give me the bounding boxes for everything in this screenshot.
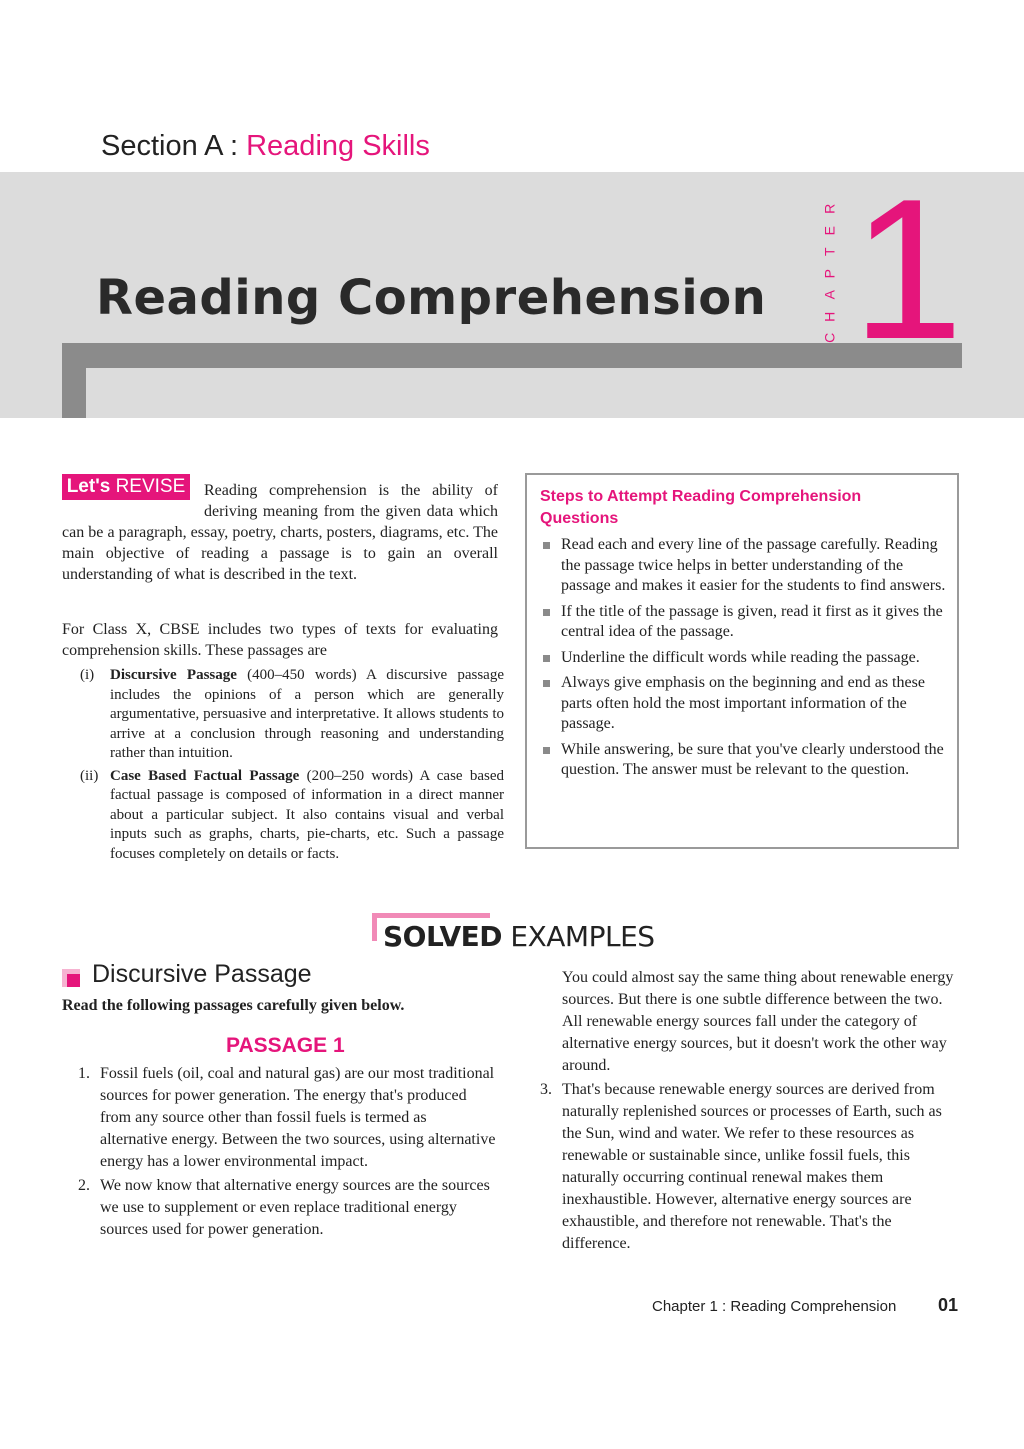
type-text: (200–250 words) A case based factual passage is composed of information in a direct manner about a particular subject. It also contains visual and verbal inputs such as graphs, charts, pie-charts, etc. Such a passage focuses completely on details or facts. <box>110 767 505 862</box>
chapter-label-vertical <box>820 198 840 349</box>
paragraph-text: We now know that alternative energy sources are the sources we use to supplement or even replace traditional energy sources used for power generation. <box>100 1177 490 1238</box>
banner-stem <box>62 343 86 418</box>
chapter-letter: E <box>821 225 838 235</box>
type-name: Case Based Factual Passage <box>110 767 300 784</box>
type-text: (400–450 words) A discursive passage includes the opinions of a person which are generally argumentative, persuasive and interpretative. It allows students to arrive at a conclusion through reasoning and understanding rather than intuition. <box>110 667 504 761</box>
passage-paragraph <box>78 1175 496 1241</box>
passage-title: PASSAGE 1 <box>226 1034 345 1057</box>
paragraph-text: That's because renewable energy sources are derived from naturally replenished sources or processes of Earth, such as the Sun, wind and water. We refer to these resources as renewable or sustainable since, unlike fossil fuels, this naturally occurring continual renewal makes them inexhaustible. However, alternative energy sources are exhaustible, and therefore not renewable. That's the difference. <box>562 1081 942 1252</box>
chapter-letter: P <box>821 268 838 278</box>
passage-paragraph <box>540 967 960 1077</box>
step-text: Always give emphasis on the beginning and end as these parts often hold the most important information of the passage. <box>561 674 925 732</box>
revise-paragraph-2: For Class X, CBSE includes two types of texts for evaluating comprehension skills. These passages are <box>62 621 498 659</box>
square-bullet-icon <box>543 542 550 549</box>
solved-examples-heading <box>383 920 655 953</box>
discursive-passage-heading: Discursive Passage <box>92 960 312 988</box>
instruction-line: Read the following passages carefully given below. <box>62 997 405 1014</box>
passage-paragraph <box>540 1079 960 1255</box>
steps-list <box>540 535 952 786</box>
steps-title: Steps to Attempt Reading Comprehension Questions <box>540 488 862 527</box>
square-bullet-icon <box>543 680 550 687</box>
paragraph-text: Fossil fuels (oil, coal and natural gas) are our most traditional sources for power generation. The energy that's produced from any source other than fossil fuels is termed as alternative energy. Between the two sources, using alternative energy has a lower environmental impact. <box>100 1065 496 1170</box>
section-name: Reading Skills <box>246 130 430 162</box>
page-number: 01 <box>938 1295 959 1315</box>
step-item <box>540 602 952 643</box>
section-marker-icon <box>62 969 80 987</box>
chapter-letter: A <box>821 290 838 300</box>
step-item <box>540 740 952 781</box>
chapter-letter: T <box>821 247 838 257</box>
badge-rest: REVISE <box>115 476 186 497</box>
passage-types-list <box>80 666 504 867</box>
square-bullet-icon <box>543 609 550 616</box>
step-text: If the title of the passage is given, read it first as it gives the central idea of the passage. <box>561 602 943 640</box>
solved-heading-tick <box>372 913 377 941</box>
step-text: Underline the difficult words while reading the passage. <box>561 648 920 666</box>
footer-chapter-label: Chapter 1 : Reading Comprehension <box>652 1298 897 1315</box>
section-heading <box>101 130 430 163</box>
step-item <box>540 673 952 735</box>
chapter-letter: R <box>821 203 838 214</box>
chapter-title: Reading Comprehension <box>96 270 767 326</box>
passage-type-item <box>80 666 504 764</box>
step-text: Read each and every line of the passage carefully. Reading the passage twice helps in better understanding of the passage and makes it easier for the students to find answers. <box>561 536 946 594</box>
paragraph-number: 1. <box>78 1065 90 1082</box>
solved-word: SOLVED <box>383 920 502 953</box>
passage-type-item <box>80 767 504 865</box>
examples-word: EXAMPLES <box>502 920 655 953</box>
passage-paragraph <box>78 1063 496 1173</box>
revise-paragraph <box>62 480 498 585</box>
paragraph-text: You could almost say the same thing about renewable energy sources. But there is one subtle difference between the two. All renewable energy sources fall under the category of alternative energy sources, but it doesn't work the other way around. <box>562 969 954 1074</box>
type-number: (i) <box>80 667 95 683</box>
badge-bold: Let's <box>66 476 111 497</box>
chapter-number: 1 <box>852 158 964 381</box>
square-bullet-icon <box>543 747 550 754</box>
paragraph-number: 3. <box>540 1081 552 1098</box>
section-prefix: Section A : <box>101 130 247 162</box>
type-name: Discursive Passage <box>110 667 237 683</box>
paragraph-number: 2. <box>78 1177 90 1194</box>
revise-paragraph-text: Reading comprehension is the ability of deriving meaning from the given data which can be a paragraph, essay, poetry, charts, posters, diagrams, etc. The main objective of reading a passage is to gain an overall understanding of what is described in the text. <box>62 482 498 583</box>
type-number: (ii) <box>80 767 99 784</box>
chapter-letter: C <box>821 332 838 343</box>
step-text: While answering, be sure that you've clearly understood the question. The answer must be relevant to the question. <box>561 740 944 778</box>
passage-column-left <box>78 1063 496 1243</box>
step-item <box>540 648 952 669</box>
square-bullet-icon <box>543 655 550 662</box>
solved-heading-bar <box>372 913 490 918</box>
step-item <box>540 535 952 597</box>
chapter-letter: H <box>821 311 838 322</box>
passage-column-right <box>540 967 960 1257</box>
